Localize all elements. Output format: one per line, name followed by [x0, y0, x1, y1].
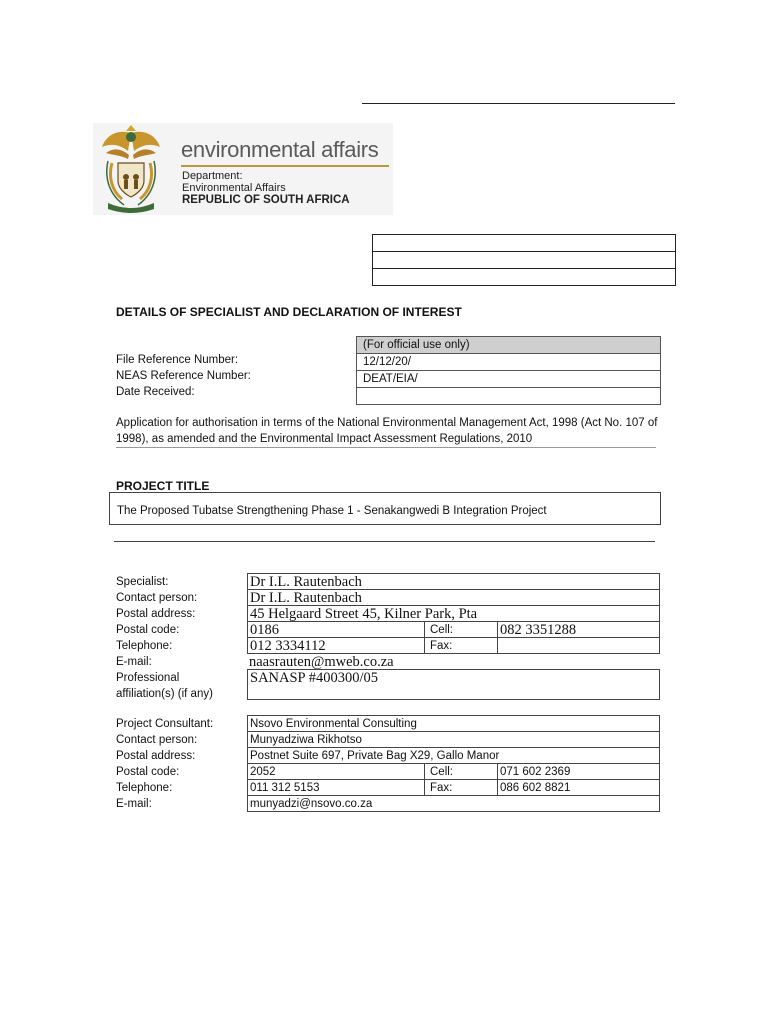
brand-department-name: Environmental Affairs: [182, 182, 286, 194]
specialist-email-field[interactable]: naasrauten@mweb.co.za: [249, 654, 394, 670]
consultant-telephone-field[interactable]: 011 312 5153: [247, 779, 425, 796]
postal-code-label: Postal code:: [116, 766, 180, 778]
email-label: E-mail:: [116, 656, 152, 668]
specialist-postal-code-field[interactable]: 0186: [247, 621, 425, 638]
specialist-contact-field[interactable]: Dr I.L. Rautenbach: [247, 589, 660, 606]
consultant-labels: [116, 716, 246, 812]
consultant-fax-label: Fax:: [424, 779, 498, 796]
date-received-label: Date Received:: [116, 386, 195, 398]
specialist-fax-label: Fax:: [424, 637, 498, 654]
specialist-fax-field[interactable]: [497, 637, 660, 654]
project-title-box[interactable]: [109, 492, 661, 525]
stamp-row: [373, 235, 675, 251]
file-reference-label: File Reference Number:: [116, 354, 239, 366]
specialist-cell-field[interactable]: 082 3351288: [497, 621, 660, 638]
department-logo: [93, 123, 393, 215]
project-consultant-label: Project Consultant:: [116, 718, 214, 730]
divider: [114, 541, 655, 542]
specialist-telephone-field[interactable]: 012 3334112: [247, 637, 425, 654]
brand-name: environmental affairs: [181, 137, 379, 162]
consultant-name-field[interactable]: Nsovo Environmental Consulting: [247, 715, 660, 732]
specialist-name-field[interactable]: Dr I.L. Rautenbach: [247, 573, 660, 590]
consultant-email-field[interactable]: munyadzi@nsovo.co.za: [247, 795, 660, 812]
stamp-box: [372, 234, 676, 286]
official-use-box: [356, 336, 661, 405]
contact-person-label: Contact person:: [116, 592, 198, 604]
specialist-labels: [116, 574, 246, 702]
brand-underline: [181, 165, 389, 167]
header-rule: [362, 103, 675, 104]
application-text: Application for authorisation in terms of the National Environmental Management Act, 1998 (Act No. 107 of 1998), as amended and the Environmental Impact Assessment Regulations, 2010: [116, 417, 658, 445]
consultant-cell-label: Cell:: [424, 763, 498, 780]
project-title-text: The Proposed Tubatse Strengthening Phase 1 - Senakangwedi B Integration Project: [117, 505, 547, 517]
project-title-heading: PROJECT TITLE: [116, 479, 210, 493]
postal-address-label: Postal address:: [116, 750, 196, 762]
file-reference-field[interactable]: 12/12/20/: [357, 353, 660, 370]
consultant-contact-field[interactable]: Munyadziwa Rikhotso: [247, 731, 660, 748]
date-received-field[interactable]: [357, 387, 660, 404]
consultant-postal-code-field[interactable]: 2052: [247, 763, 425, 780]
brand-country: REPUBLIC OF SOUTH AFRICA: [182, 194, 350, 206]
stamp-row: [373, 268, 675, 285]
consultant-fax-field[interactable]: 086 602 8821: [497, 779, 660, 796]
divider: [116, 447, 656, 448]
page-title: DETAILS OF SPECIALIST AND DECLARATION OF INTEREST: [116, 305, 462, 319]
specialist-postal-address-field[interactable]: 45 Helgaard Street 45, Kilner Park, Pta: [247, 605, 660, 622]
contact-person-label: Contact person:: [116, 734, 198, 746]
official-use-header: (For official use only): [357, 337, 660, 353]
neas-reference-field[interactable]: DEAT/EIA/: [357, 370, 660, 387]
specialist-cell-label: Cell:: [424, 621, 498, 638]
coat-of-arms-icon: [98, 125, 164, 213]
telephone-label: Telephone:: [116, 782, 173, 794]
stamp-row: [373, 251, 675, 268]
consultant-postal-address-field[interactable]: Postnet Suite 697, Private Bag X29, Gallo Manor: [247, 747, 660, 764]
telephone-label: Telephone:: [116, 640, 173, 652]
affiliation-label: affiliation(s) (if any): [116, 688, 213, 700]
neas-reference-label: NEAS Reference Number:: [116, 370, 251, 382]
postal-address-label: Postal address:: [116, 608, 196, 620]
professional-label: Professional: [116, 672, 180, 684]
specialist-affiliation-field[interactable]: SANASP #400300/05: [247, 669, 660, 700]
postal-code-label: Postal code:: [116, 624, 180, 636]
email-label: E-mail:: [116, 798, 152, 810]
specialist-label: Specialist:: [116, 576, 169, 588]
brand-department-label: Department:: [182, 170, 243, 182]
consultant-cell-field[interactable]: 071 602 2369: [497, 763, 660, 780]
